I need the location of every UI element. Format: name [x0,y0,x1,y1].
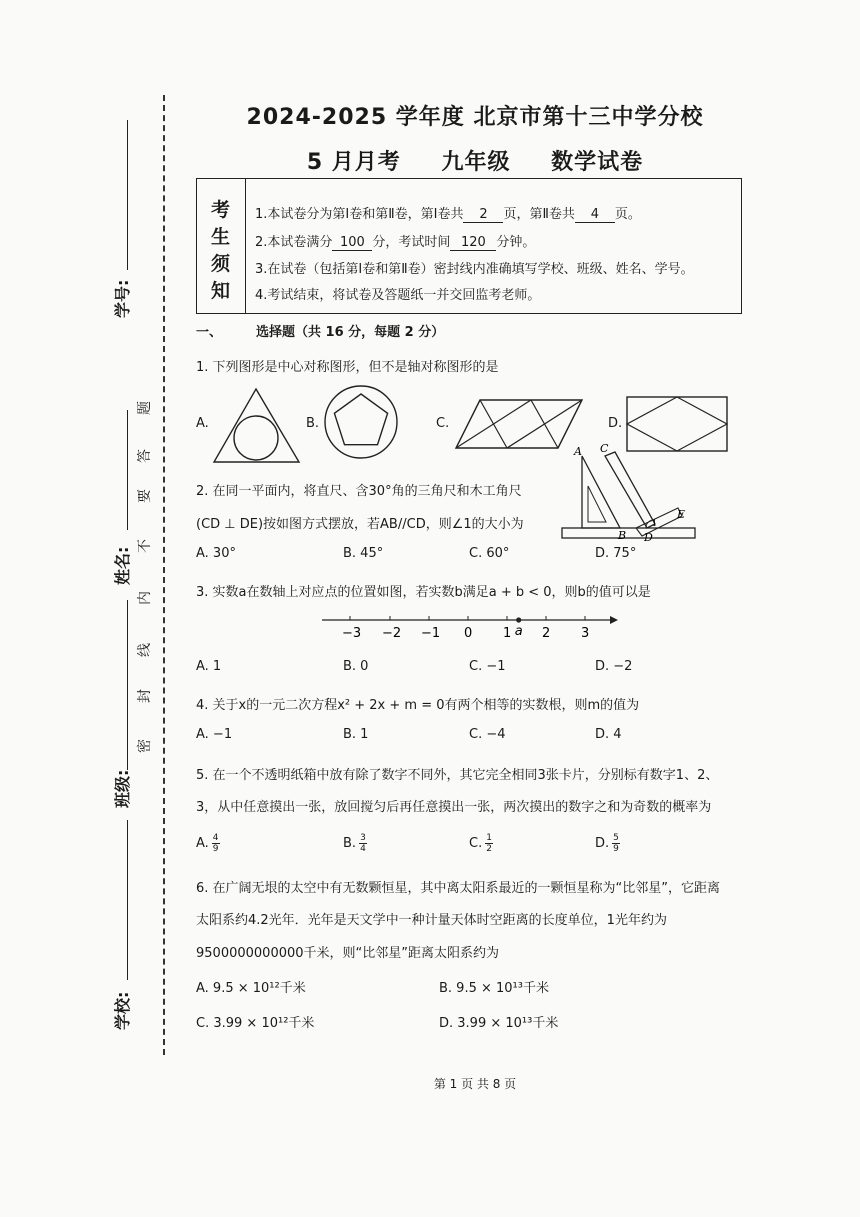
section-number: 一、 [196,325,223,340]
question-4: 4. 关于x的一元二次方程x² + 2x + m = 0有两个相等的实数根，则m的值为 [196,698,640,713]
q2-label-d: D [644,531,653,544]
notice-line-1 [255,203,641,223]
notice-head-char: 考 [211,199,231,221]
option-letter: A. [196,836,209,851]
notice-head-char: 知 [211,280,231,302]
q6-option-a: A. 9.5 × 10¹²千米 [196,981,306,996]
q2-option-a: A. 30° [196,546,236,561]
fraction [485,833,493,854]
seal-dashed-line [163,95,165,1055]
page-footer: 第 1 页 共 8 页 [433,1077,517,1091]
question-3: 3. 实数a在数轴上对应点的位置如图，若实数b满足a + b < 0，则b的值可以是 [196,585,651,600]
q3-option-b: B. 0 [343,659,369,674]
name-label: 姓名: [113,546,132,585]
question-6-line-3: 9500000000000千米，则“比邻星”距离太阳系约为 [196,946,499,961]
q3-tick-label: −3 [342,626,362,641]
q4-option-d: D. 4 [595,727,622,742]
seal-char: 题 [137,401,153,415]
q1-option-b: B. [306,416,320,431]
notice-line-3: 3.在试卷（包括第Ⅰ卷和第Ⅱ卷）密封线内准确填写学校、班级、姓名、学号。 [255,262,694,277]
q5-option-a [196,833,220,854]
denominator: 9 [212,844,219,854]
option-letter: B. [343,836,357,851]
option-letter: D. [595,836,610,851]
seal-char: 答 [137,449,153,463]
seal-char: 不 [137,539,153,553]
question-2-line-2: (CD ⊥ DE)按如图方式摆放，若AB//CD，则∠1的大小为 [196,517,524,532]
q2-label-b: B [618,529,627,542]
seal-char: 要 [137,489,153,503]
option-letter: C. [469,836,483,851]
seal-char: 内 [137,591,153,605]
denominator: 4 [360,844,366,854]
seal-char: 密 [137,739,153,753]
seal-char: 封 [137,689,153,703]
candidate-notice-box [196,178,742,314]
fraction [612,833,620,854]
q2-label-angle-1: 1 [652,519,658,528]
q3-tick-label-a: a [514,624,523,639]
page-count-1: 2 [463,207,503,223]
notice-text: 分钟。 [496,235,536,250]
q1-figure-a-triangle-circle [212,386,302,466]
section-heading [196,321,444,340]
q6-option-b: B. 9.5 × 10¹³千米 [439,981,549,996]
notice-heading [197,179,246,313]
class-line [127,600,128,770]
binding-margin [0,0,165,1217]
notice-text: 1.本试卷分为第Ⅰ卷和第Ⅱ卷，第Ⅰ卷共 [255,207,464,222]
q2-option-b: B. 45° [343,546,384,561]
notice-text: 分，考试时间 [372,235,451,250]
denominator: 9 [613,844,619,854]
q3-option-c: C. −1 [469,659,506,674]
numerator: 1 [486,833,492,843]
full-score: 100 [332,235,372,251]
notice-text: 页，第Ⅱ卷共 [503,207,575,222]
question-6-line-2: 太阳系约4.2光年．光年是天文学中一种计量天体时空距离的长度单位，1光年约为 [196,913,667,928]
question-5-line-2: 3，从中任意摸出一张，放回搅匀后再任意摸出一张，两次摸出的数字之和为奇数的概率为 [196,800,712,815]
school-label: 学校: [113,991,132,1030]
exam-duration: 120 [450,235,496,251]
q1-option-c: C. [436,416,450,431]
q1-option-d: D. [608,416,623,431]
section-title: 选择题（共 16 分，每题 2 分） [256,325,445,340]
notice-text: 页。 [614,207,641,222]
q1-option-a: A. [196,416,209,431]
numerator: 4 [212,833,219,843]
name-line [127,410,128,530]
question-1: 1. 下列图形是中心对称图形，但不是轴对称图形的是 [196,360,499,375]
class-label: 班级: [113,769,132,808]
q4-option-b: B. 1 [343,727,369,742]
page-count-2: 4 [575,207,615,223]
q3-tick-label: 1 [503,626,512,641]
fraction [212,833,220,854]
q6-option-c: C. 3.99 × 10¹²千米 [196,1016,315,1031]
student-id-label: 学号: [113,279,132,318]
q2-option-c: C. 60° [469,546,510,561]
fraction [359,833,367,854]
notice-head-char: 须 [211,253,231,275]
notice-line-4: 4.考试结束，将试卷及答题纸一并交回监考老师。 [255,288,541,303]
numerator: 5 [613,833,619,843]
numerator: 3 [360,833,366,843]
q6-option-d: D. 3.99 × 10¹³千米 [439,1016,559,1031]
question-5-line-1: 5. 在一个不透明纸箱中放有除了数字不同外，其它完全相同3张卡片，分别标有数字1、2、 [196,768,719,783]
notice-line-2 [255,231,535,251]
q2-label-e: E [677,508,686,521]
q3-option-d: D. −2 [595,659,633,674]
q3-number-line [320,608,620,644]
school-line [127,820,128,980]
notice-text: 2.本试卷满分 [255,235,333,250]
q3-point-a [516,617,521,622]
q5-option-d [595,833,620,854]
exam-subtitle [175,145,775,176]
q1-figure-c-parallelogram [456,398,584,450]
question-2-line-1: 2. 在同一平面内，将直尺、含30°角的三角尺和木工角尺 [196,484,522,499]
question-6-line-1: 6. 在广阔无垠的太空中有无数颗恒星，其中离太阳系最近的一颗恒星称为“比邻星”，它距离 [196,881,721,896]
q3-tick-label: −1 [421,626,441,641]
q2-option-d: D. 75° [595,546,637,561]
q4-option-c: C. −4 [469,727,506,742]
q5-option-b [343,833,367,854]
exam-title: 2024-2025 学年度 北京市第十三中学分校 [246,105,704,130]
exam-grade: 九年级 [441,150,511,175]
q3-tick-label: 3 [581,626,590,641]
q2-label-c: C [600,442,609,455]
exam-month: 5 月月考 [306,150,401,175]
exam-subject: 数学试卷 [551,150,644,175]
q3-tick-label: 2 [542,626,551,641]
seal-char: 线 [137,643,153,657]
q1-figure-b-circle-pentagon [323,384,399,460]
notice-head-char: 生 [211,226,231,248]
q4-option-a: A. −1 [196,727,233,742]
q2-figure-rulers [560,444,700,544]
q5-option-c [469,833,493,854]
q3-tick-label: 0 [464,626,473,641]
q3-option-a: A. 1 [196,659,222,674]
q3-tick-label: −2 [382,626,402,641]
q2-label-a: A [574,445,582,458]
denominator: 2 [486,844,492,854]
student-id-line [127,120,128,270]
